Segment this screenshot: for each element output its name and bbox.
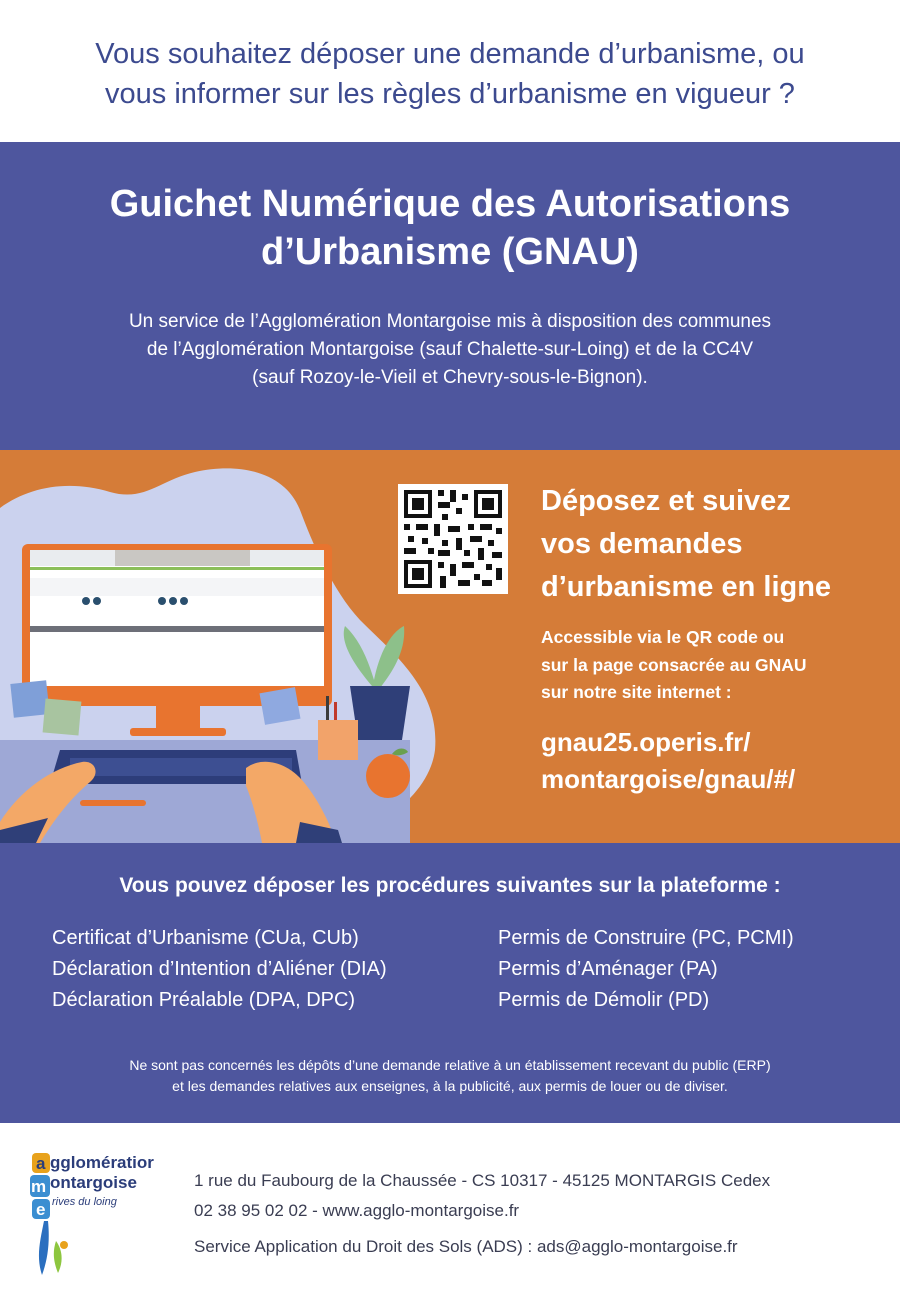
svg-text:e: e (36, 1200, 46, 1219)
logo-text-line-3: rives du loing (52, 1196, 117, 1208)
question-line-1: Vous souhaitez déposer une demande d’urbanisme, ou (95, 38, 805, 70)
intro-line-1: Un service de l’Agglomération Montargoise mis à disposition des communes (128, 311, 772, 332)
question-text (0, 34, 900, 114)
qr-code[interactable] (398, 484, 508, 594)
intro-line-3: (sauf Rozoy-le-Vieil et Chevry-sous-le-Bignon). (252, 367, 648, 388)
intro-line-2: de l’Agglomération Montargoise (sauf Chalette-sur-Loing) et de la CC4V (146, 339, 754, 360)
procedures-right-list (498, 923, 794, 1016)
cta-line-2: vos demandes (541, 528, 743, 560)
url-line-2: montargoise/gnau/#/ (541, 764, 796, 794)
desk-illustration (0, 450, 440, 843)
procedure-item: Permis de Construire (PC, PCMI) (498, 927, 794, 949)
logo-text-line-2: ontargoise (50, 1173, 137, 1192)
gnau-intro (20, 308, 880, 392)
question-line-2: vous informer sur les règles d’urbanisme en vigueur ? (105, 78, 795, 110)
screen-dot (180, 597, 188, 605)
sticky-note (259, 687, 300, 725)
question-header (0, 0, 900, 142)
procedures-left-list (52, 923, 387, 1016)
screen-dark-bar (30, 626, 324, 632)
online-cta (541, 480, 881, 609)
monitor-base (130, 728, 226, 736)
contact-footer (0, 1123, 900, 1290)
sticky-note (10, 680, 49, 718)
exclusions-note (30, 1055, 870, 1097)
svg-text:m: m (31, 1177, 47, 1196)
svg-text:a: a (36, 1154, 46, 1173)
procedures-band (0, 843, 900, 1123)
procedures-heading: Vous pouvez déposer les procédures suivantes sur la plateforme : (119, 874, 781, 897)
url-line-1: gnau25.operis.fr/ (541, 727, 751, 757)
postal-address: 1 rue du Faubourg de la Chaussée - CS 10317 - 45125 MONTARGIS Cedex (194, 1171, 771, 1190)
gnau-title-line-2: d’Urbanisme (GNAU) (261, 231, 639, 273)
logo-text-line-1: gglomératior (50, 1153, 154, 1172)
screen-dot (169, 597, 177, 605)
ads-service-contact[interactable]: Service Application du Droit des Sols (ADS) : ads@agglo-montargoise.fr (194, 1237, 738, 1256)
sticky-note (43, 698, 82, 735)
pen-cup (318, 720, 358, 760)
cta-line-1: Déposez et suivez (541, 485, 791, 517)
screen-row (30, 578, 324, 596)
screen-dot (158, 597, 166, 605)
procedure-item: Déclaration d’Intention d’Aliéner (DIA) (52, 958, 387, 980)
monitor-stand (156, 706, 200, 730)
gnau-title-line-1: Guichet Numérique des Autorisations (109, 183, 791, 225)
online-service-band (0, 450, 900, 843)
access-info (541, 624, 886, 707)
screen-dot (93, 597, 101, 605)
access-line-3: sur notre site internet : (541, 682, 732, 702)
procedure-item: Déclaration Préalable (DPA, DPC) (52, 989, 356, 1011)
procedure-item: Permis d’Aménager (PA) (498, 958, 718, 980)
qr-code-image (398, 484, 508, 594)
access-line-2: sur la page consacrée au GNAU (541, 654, 807, 675)
phone-and-website[interactable]: 02 38 95 02 02 - www.agglo-montargoise.fr (194, 1201, 520, 1220)
monitor-screen (30, 550, 324, 686)
gnau-url-link[interactable] (541, 724, 891, 798)
gnau-intro-band (0, 142, 900, 450)
orange-fruit (366, 754, 410, 798)
access-line-1: Accessible via le QR code ou (541, 627, 785, 647)
screen-green-line (30, 567, 324, 570)
cta-line-3: d’urbanisme en ligne (541, 571, 832, 603)
plant-pot (350, 686, 410, 740)
procedure-item: Certificat d’Urbanisme (CUa, CUb) (52, 927, 359, 949)
gnau-title (40, 180, 860, 276)
screen-banner-image (115, 550, 250, 566)
note-line-1: Ne sont pas concernés les dépôts d’une demande relative à un établissement recevant du public (ERP) (129, 1057, 771, 1073)
procedure-item: Permis de Démolir (PD) (498, 989, 710, 1011)
pen (80, 800, 146, 806)
screen-dot (82, 597, 90, 605)
agglomeration-logo (26, 1149, 186, 1279)
note-line-2: et les demandes relatives aux enseignes, à la publicité, aux permis de louer ou de diviser. (172, 1078, 728, 1094)
